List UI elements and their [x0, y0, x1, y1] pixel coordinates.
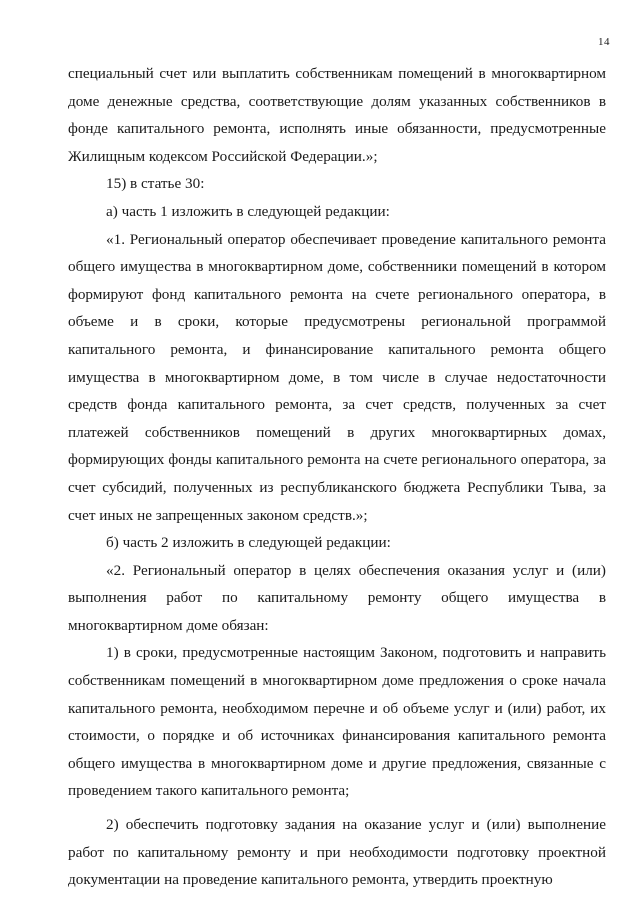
paragraph-part-1-text: «1. Региональный оператор обеспечивает проведение капитального ремонта общего имущества в многоквартирном доме, собственники помещений в котором формируют фонд капитального ремонта на счете регионального оператора, в объеме и в сроки, которые предусмотрены региональной программой капитального ремонта, и финансирование капитального ремонта общего имущества в многоквартирном доме, в том числе в случае недостаточности средств фонда капитального ремонта, за счет средств, полученных за счет платежей собственников помещений в других многоквартирных домах, формирующих фонды капитального ремонта на счете регионального оператора, за счет субсидий, полученных из республиканского бюджета Республики Тыва, за счет иных не запрещенных законом средств.»; — [68, 230, 606, 524]
paragraph-obligation-2: 2) обеспечить подготовку задания на оказание услуг и (или) выполнение работ по капитальному ремонту и при необходимости подготовку проектной документации на проведение капитального ремонта, утвердить проектную — [68, 816, 606, 889]
paragraph-subitem-b: б) часть 2 изложить в следующей редакции: — [106, 534, 391, 552]
paragraph-item-15: 15) в статье 30: — [106, 175, 205, 193]
paragraph-continuation: специальный счет или выплатить собственникам помещений в многоквартирном доме денежные средства, соответствующие долям указанных собственников в фонде капитального ремонта, исполнять иные обязанности, предусмотренные Жилищным кодексом Российской Федерации.»; — [68, 65, 606, 165]
paragraph-part-2-text: «2. Региональный оператор в целях обеспечения оказания услуг и (или) выполнения работ по капитальному ремонту общего имущества в многоквартирном доме обязан: — [68, 561, 606, 634]
document-body — [68, 60, 606, 894]
paragraph-subitem-a: а) часть 1 изложить в следующей редакции: — [106, 202, 390, 220]
page-number: 14 — [598, 36, 610, 48]
paragraph-obligation-1: 1) в сроки, предусмотренные настоящим Законом, подготовить и направить собственникам помещений в многоквартирном доме предложения о сроке начала капитального ремонта, необходимом перечне и об объеме услуг и (или) работ, их стоимости, о порядке и об источниках финансирования капитального ремонта общего имущества в многоквартирном доме и другие предложения, связанные с проведением такого капитального ремонта; — [68, 644, 606, 800]
